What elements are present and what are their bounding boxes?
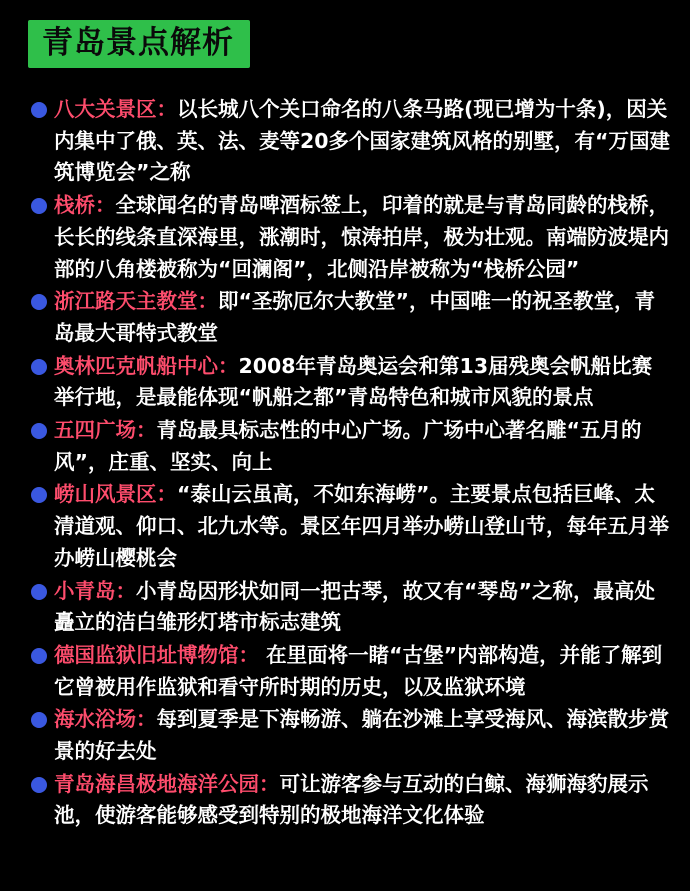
item-name: 八大关景区：	[54, 97, 177, 121]
bullet-dot-icon	[31, 423, 47, 439]
bullet-dot-icon	[31, 294, 47, 310]
item-name: 青岛海昌极地海洋公园：	[54, 771, 280, 796]
bullet-dot-icon	[31, 584, 47, 600]
item-desc: 以长城八个关口命名的八条马路(现已增为十条)，因关内集中了俄、英、法、麦等20多个国家建筑风格的别墅，有“万国建筑博览会”之称	[54, 97, 670, 185]
item-name: 小青岛：	[54, 578, 136, 603]
list-item-zhejiang-road-church	[28, 286, 672, 349]
bullet-dot-icon	[31, 712, 47, 728]
item-name: 浙江路天主教堂：	[54, 289, 218, 314]
item-name: 崂山风景区：	[54, 482, 177, 507]
list-item-olympic-sailing-center	[28, 351, 672, 414]
bullet-dot-icon	[31, 487, 47, 503]
item-desc: 小青岛因形状如同一把古琴，故又有“琴岛”之称，最高处矗立的洁白雏形灯塔市标志建筑	[54, 578, 655, 635]
list-item-may-fourth-square	[28, 415, 672, 478]
item-desc: 可让游客参与互动的白鲸、海狮海豹展示池，使游客能够感受到特别的极地海洋文化体验	[54, 771, 649, 828]
bullet-dot-icon	[31, 648, 47, 664]
page-title: 青岛景点解析	[42, 25, 234, 61]
list-item-bathing-beach	[28, 704, 672, 767]
title-banner	[28, 20, 250, 68]
list-item-laoshan	[28, 479, 672, 574]
list-item-badaguan	[28, 94, 672, 189]
item-name: 德国监狱旧址博物馆：	[54, 642, 259, 667]
list-item-little-qingdao	[28, 576, 672, 639]
item-desc: 每到夏季是下海畅游、躺在沙滩上享受海风、海滨散步赏景的好去处	[54, 707, 669, 764]
item-desc: 即“圣弥厄尔大教堂”，中国唯一的祝圣教堂，青岛最大哥特式教堂	[54, 289, 655, 345]
item-desc: 2008年青岛奥运会和第13届残奥会帆船比赛举行地，是最能体现“帆船之都”青岛特色和城市风貌的景点	[54, 353, 653, 410]
item-name: 海水浴场：	[54, 707, 157, 732]
list-item-german-prison-museum	[28, 640, 672, 703]
item-desc: “泰山云虽高，不如东海崂”。主要景点包括巨峰、太清道观、仰口、北九水等。景区年四月举办崂山登山节，每年五月举办崂山樱桃会	[54, 482, 669, 570]
item-name: 奥林匹克帆船中心：	[54, 353, 239, 378]
item-name: 栈桥：	[54, 193, 116, 218]
item-name: 五四广场：	[54, 418, 157, 443]
item-desc: 在里面将一睹“古堡”内部构造，并能了解到它曾被用作监狱和看守所时期的历史，以及监狱环境	[54, 642, 663, 699]
attraction-list	[28, 94, 672, 832]
item-desc: 青岛最具标志性的中心广场。广场中心著名雕“五月的风”，庄重、坚实、向上	[54, 418, 642, 474]
list-item-zhanqiao	[28, 190, 672, 285]
bullet-dot-icon	[31, 198, 47, 214]
list-item-polar-ocean-park	[28, 769, 672, 832]
bullet-dot-icon	[31, 102, 47, 118]
bullet-dot-icon	[31, 777, 47, 793]
item-desc: 全球闻名的青岛啤酒标签上，印着的就是与青岛同龄的栈桥，长长的线条直深海里，涨潮时，惊涛拍岸，极为壮观。南端防波堤内部的八角楼被称为“回澜阁”，北侧沿岸被称为“栈桥公园”	[54, 193, 669, 281]
bullet-dot-icon	[31, 359, 47, 375]
